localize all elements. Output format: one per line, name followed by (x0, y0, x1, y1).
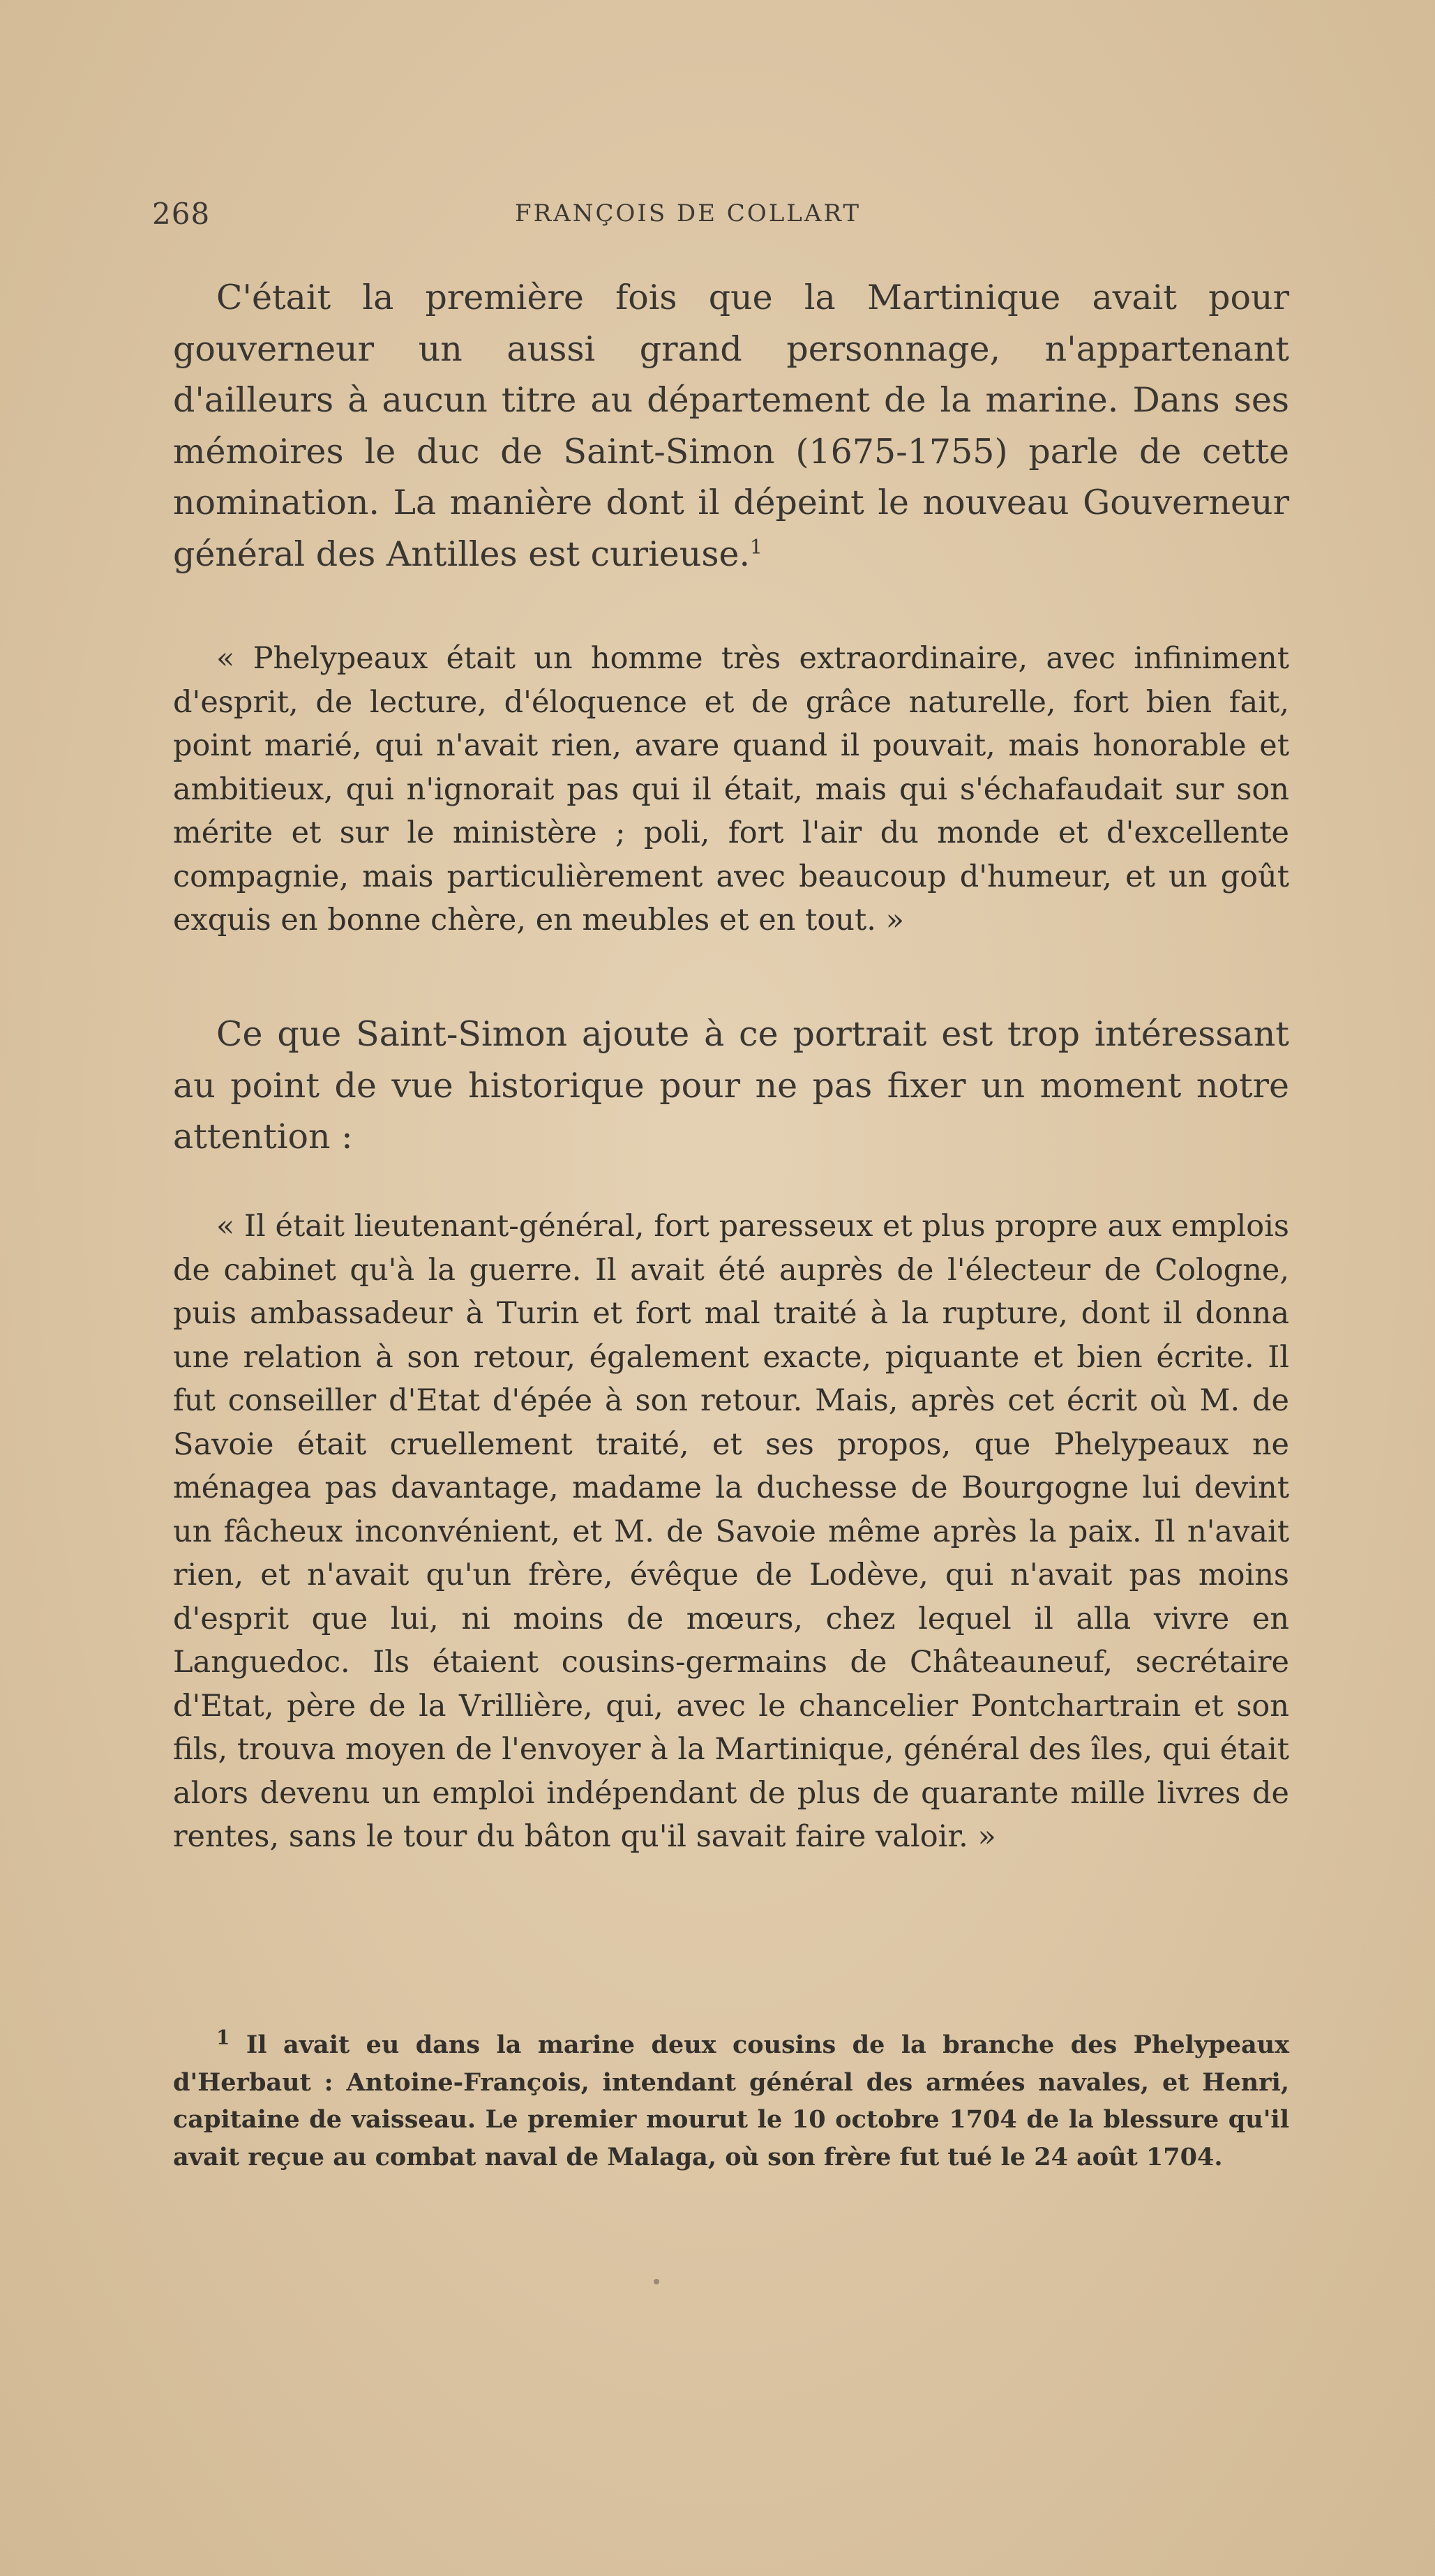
quote-career: « Il était lieutenant-général, fort paresseux et plus propre aux emplois de cabinet qu'à la guerre. Il avait été auprès de l'électeur de Cologne, puis ambassadeur à Turin et fort mal traité à la rupture, dont il donna une relation à son retour, également exacte, piquante et bien écrite. Il fut conseiller d'Etat d'épée à son retour. Mais, après cet écrit où M. de Savoie était cruellement traité, et ses propos, que Phelypeaux ne ménagea pas davantage, madame la duchesse de Bourgogne lui devint un fâcheux inconvénient, et M. de Savoie même après la paix. Il n'avait rien, et n'avait qu'un frère, évêque de Lodève, qui n'avait pas moins d'esprit que lui, ni moins de mœurs, chez lequel il alla vivre en Languedoc. Ils étaient cousins-germains de Châteauneuf, secrétaire d'Etat, père de la Vrillière, qui, avec le chancelier Pontchartrain et son fils, trouva moyen de l'envoyer à la Martinique, général des îles, qui était alors devenu un emploi indépendant de plus de quarante mille livres de rentes, sans le tour du bâton qu'il savait faire valoir. » (173, 1209, 1290, 1854)
page-header (152, 197, 1298, 239)
footnote-reference: 1 (750, 535, 762, 559)
footnote (173, 2026, 1289, 2176)
page-number: 268 (152, 197, 211, 231)
footnote-text: Il avait eu dans la marine deux cousins de la branche des Phelypeaux d'Herbaut : Antoine-François, intendant général des armées navales, et Henri, capitaine de vaisseau. Le premier mourut le 10 octobre 1704 de la blessure qu'il avait reçue au combat naval de Malaga, où son frère fut tué le 24 août 1704. (173, 2031, 1289, 2171)
intro-paragraph-text: C'était la première fois que la Martinique avait pour gouverneur un aussi grand personnage, n'appartenant d'ailleurs à aucun titre au département de la marine. Dans ses mémoires le duc de Saint-Simon (1675-1755) parle de cette nomination. La manière dont il dépeint le nouveau Gouverneur général des Antilles est curieuse. (173, 278, 1289, 574)
footnote-mark: 1 (216, 2026, 230, 2049)
quote-portrait: « Phelypeaux était un homme très extraordinaire, avec infiniment d'esprit, de lecture, d'éloquence et de grâce naturelle, fort bien fait, point marié, qui n'avait rien, avare quand il pouvait, mais honorable et ambitieux, qui n'ignorait pas qui il était, mais qui s'échafaudait sur son mérite et sur le ministère ; poli, fort l'air du monde et d'excellente compagnie, mais particulièrement avec beaucoup d'humeur, et un goût exquis en bonne chère, en meubles et en tout. » (173, 641, 1289, 937)
ink-speck (654, 2279, 659, 2284)
transition-paragraph: Ce que Saint-Simon ajoute à ce portrait est trop intéressant au point de vue historique pour ne pas fixer un moment notre attention : (173, 1014, 1289, 1157)
running-title: FRANÇOIS DE COLLART (515, 199, 862, 227)
intro-paragraph (173, 272, 1289, 580)
